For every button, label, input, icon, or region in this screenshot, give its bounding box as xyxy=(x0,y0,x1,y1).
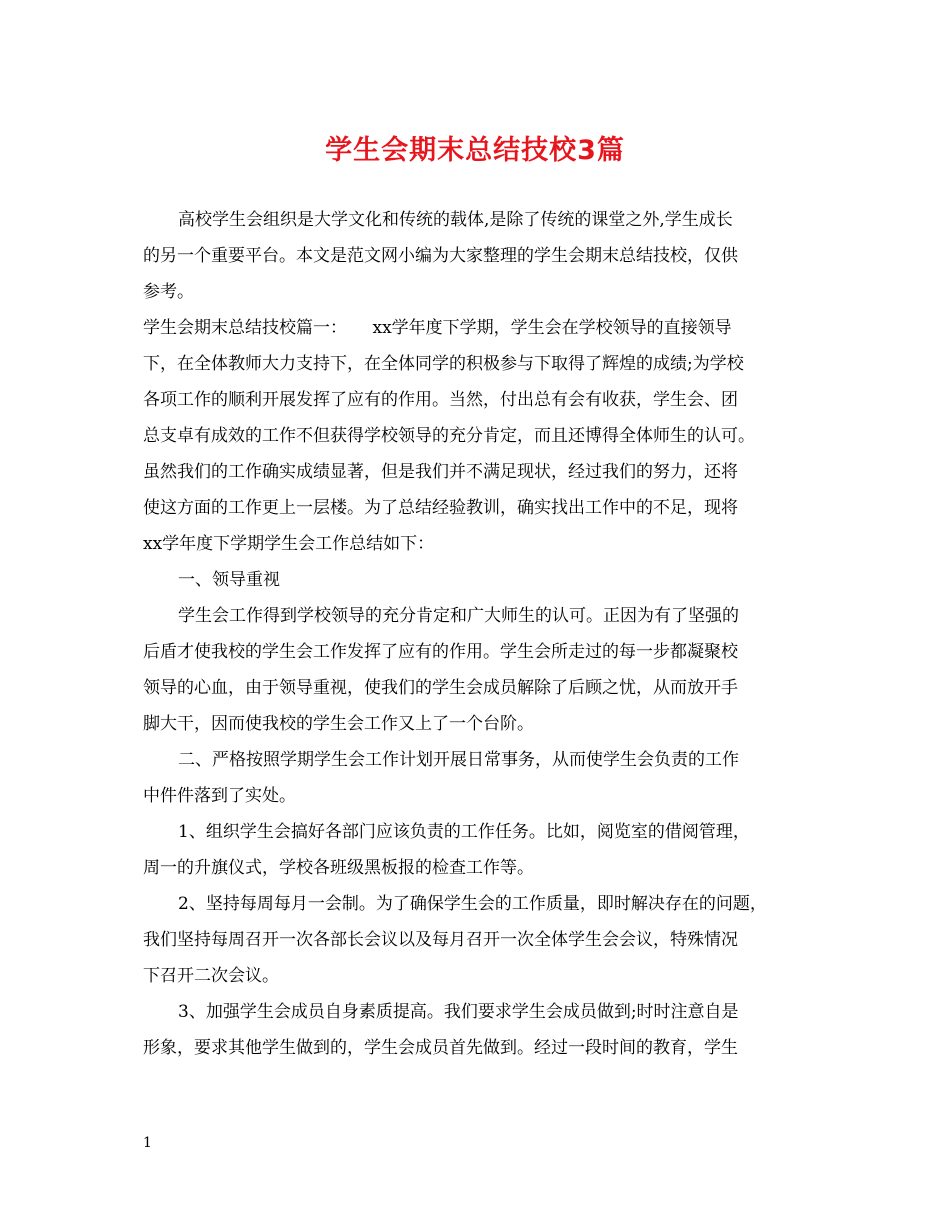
paragraph-line: 高校学生会组织是大学文化和传统的载体,是除了传统的课堂之外,学生成长 xyxy=(178,210,733,230)
paragraph-line: 参考。 xyxy=(143,282,194,302)
paragraph-line: 总支卓有成效的工作不但获得学校领导的充分肯定，而且还博得全体师生的认可。 xyxy=(143,426,755,446)
list-item-line: 3、加强学生会成员自身素质提高。我们要求学生会成员做到;时时注意自是 xyxy=(178,1002,739,1022)
paragraph-line: xx学年度下学期学生会工作总结如下： xyxy=(143,534,435,554)
paragraph-line: 虽然我们的工作确实成绩显著，但是我们并不满足现状，经过我们的努力，还将 xyxy=(143,462,738,482)
list-item-line: 1、组织学生会搞好各部门应该负责的工作任务。比如，阅览室的借阅管理， xyxy=(178,822,750,842)
paragraph-line: 领导的心血，由于领导重视，使我们的学生会成员解除了后顾之忧，从而放开手 xyxy=(143,678,738,698)
section-heading: 一、领导重视 xyxy=(178,570,280,590)
list-item-line: 周一的升旗仪式，学校各班级黑板报的检查工作等。 xyxy=(143,858,534,878)
page-number: 1 xyxy=(143,1135,152,1151)
paragraph-line: 各项工作的顺利开展发挥了应有的作用。当然，付出总有会有收获，学生会、团 xyxy=(143,390,738,410)
paragraph-line: 脚大干，因而使我校的学生会工作又上了一个台阶。 xyxy=(143,714,534,734)
paragraph-line: 使这方面的工作更上一层楼。为了总结经验教训，确实找出工作中的不足，现将 xyxy=(143,498,738,518)
list-item-line: 形象，要求其他学生做到的，学生会成员首先做到。经过一段时间的教育，学生 xyxy=(143,1038,738,1058)
document-title: 学生会期末总结技校3篇 xyxy=(325,135,625,166)
paragraph-line: 下，在全体教师大力支持下，在全体同学的积极参与下取得了辉煌的成绩;为学校 xyxy=(143,354,744,374)
list-item-line: 2、坚持每周每月一会制。为了确保学生会的工作质量，即时解决存在的问题， xyxy=(178,894,767,914)
paragraph-line: 后盾才使我校的学生会工作发挥了应有的作用。学生会所走过的每一步都凝聚校 xyxy=(143,642,738,662)
paragraph-line: 中件件落到了实处。 xyxy=(143,786,296,806)
paragraph-line: 的另一个重要平台。本文是范文网小编为大家整理的学生会期末总结技校，仅供 xyxy=(143,246,738,266)
paragraph-line: 学生会期末总结技校篇一： xx学年度下学期，学生会在学校领导的直接领导 xyxy=(143,318,732,338)
list-item-line: 下召开二次会议。 xyxy=(143,966,279,986)
paragraph-line: 学生会工作得到学校领导的充分肯定和广大师生的认可。正因为有了坚强的 xyxy=(178,606,739,626)
list-item-line: 我们坚持每周召开一次各部长会议以及每月召开一次全体学生会会议，特殊情况 xyxy=(143,930,738,950)
section-heading: 二、严格按照学期学生会工作计划开展日常事务，从而使学生会负责的工作 xyxy=(178,750,739,770)
